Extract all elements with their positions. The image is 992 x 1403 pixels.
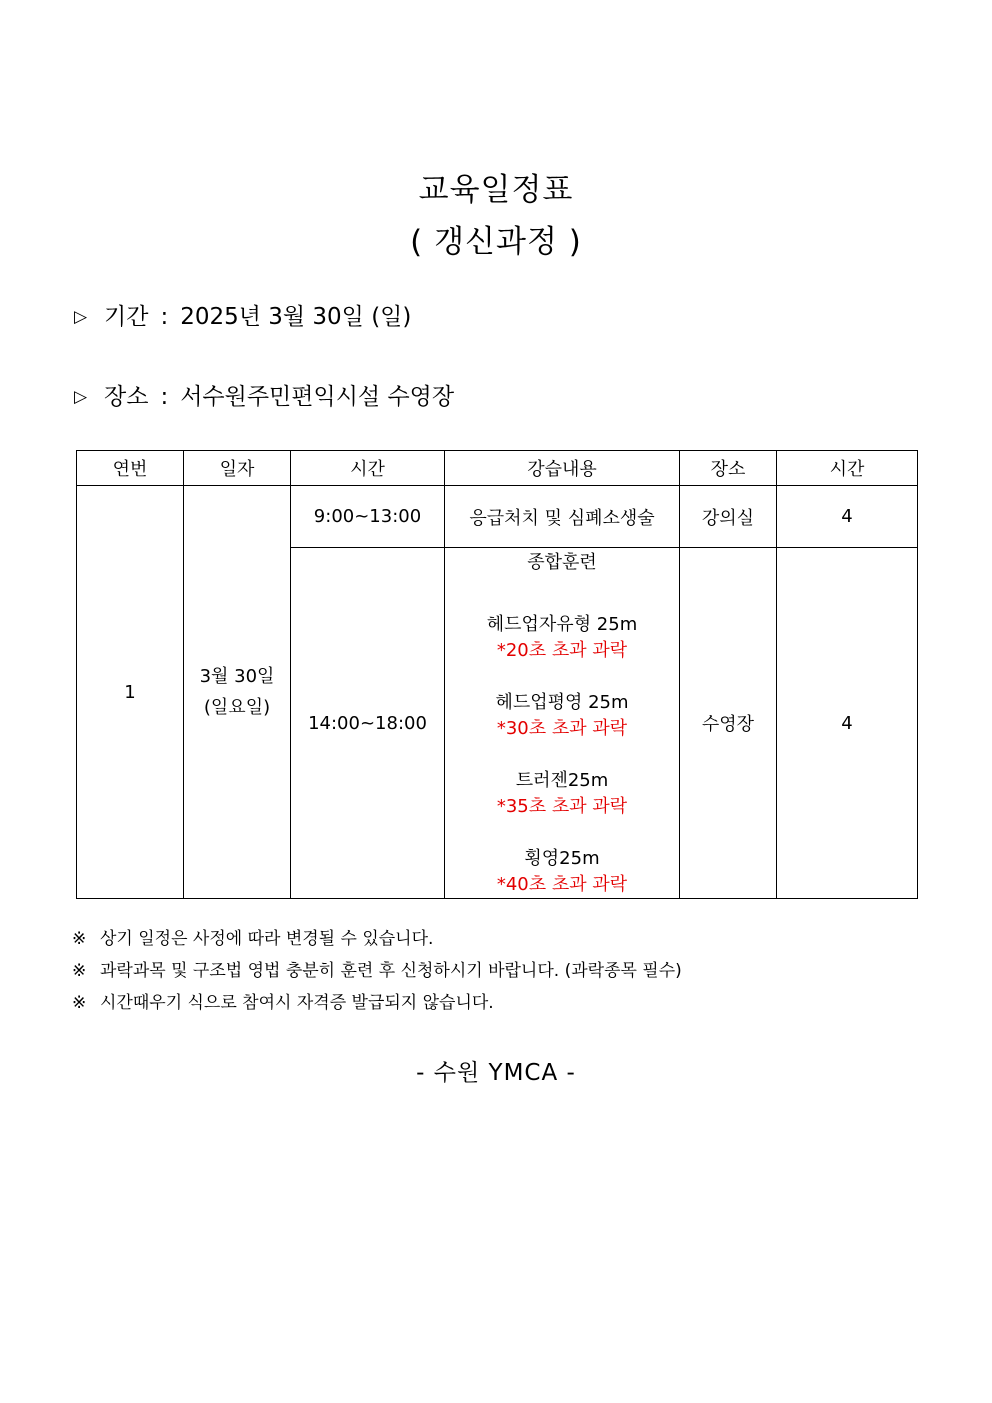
info-period-label: 기간 [104,304,149,330]
content-item [445,690,679,742]
table-row [77,486,918,548]
triangle-bullet-icon: ▷ [74,387,88,407]
cell-hours: 4 [777,486,918,548]
header-no: 연번 [77,451,184,486]
info-separator: : [160,384,169,410]
info-location [74,378,454,411]
reference-mark-icon: ※ [72,993,87,1013]
date-weekday: (일요일) [203,697,271,718]
footer-organization: - 수원 YMCA - [416,1060,576,1086]
content-item-name: 헤드업자유형 25m [486,614,638,635]
reference-mark-icon: ※ [72,929,87,949]
table-header-row [77,451,918,486]
content-item-condition: *20초 초과 과락 [496,640,628,661]
cell-place: 강의실 [680,486,777,548]
note-text: 상기 일정은 사정에 따라 변경될 수 있습니다. [100,929,434,949]
cell-date [184,486,291,899]
cell-content: 응급처치 및 심폐소생술 [445,486,680,548]
cell-content [445,548,680,899]
content-item-condition: *30초 초과 과락 [496,718,628,739]
info-period [74,298,411,331]
content-item-name: 헤드업평영 25m [495,692,629,713]
content-item-name: 트러젠25m [515,770,609,791]
reference-mark-icon: ※ [72,961,87,981]
content-item [445,768,679,820]
cell-no: 1 [77,486,184,899]
header-date: 일자 [184,451,291,486]
info-period-value: 2025년 3월 30일 (일) [180,304,412,330]
note-item [72,991,682,1023]
notes-list [72,927,682,1023]
page-subtitle: ( 갱신과정 ) [410,224,582,260]
content-item-condition: *35초 초과 과락 [496,796,628,817]
cell-time: 9:00~13:00 [291,486,445,548]
note-text: 과락과목 및 구조법 영법 충분히 훈련 후 신청하시기 바랍니다. (과락종목 필수) [100,961,682,981]
content-item [445,846,679,898]
date-line: 3월 30일 [199,666,275,687]
cell-time: 14:00~18:00 [291,548,445,899]
note-item [72,927,682,959]
content-item [445,612,679,664]
header-time: 시간 [291,451,445,486]
cell-hours: 4 [777,548,918,899]
note-item [72,959,682,991]
info-location-label: 장소 [104,384,149,410]
page-title: 교육일정표 [418,172,574,208]
info-separator: : [160,304,169,330]
note-text: 시간때우기 식으로 참여시 자격증 발급되지 않습니다. [100,993,494,1013]
content-item-name: 횡영25m [524,848,600,869]
cell-place: 수영장 [680,548,777,899]
header-hours: 시간 [777,451,918,486]
header-place: 장소 [680,451,777,486]
content-title: 종합훈련 [527,552,597,573]
schedule-table [76,450,918,899]
content-item-condition: *40초 초과 과락 [496,874,628,895]
info-location-value: 서수원주민편익시설 수영장 [180,384,455,410]
header-content: 강습내용 [445,451,680,486]
triangle-bullet-icon: ▷ [74,307,88,327]
